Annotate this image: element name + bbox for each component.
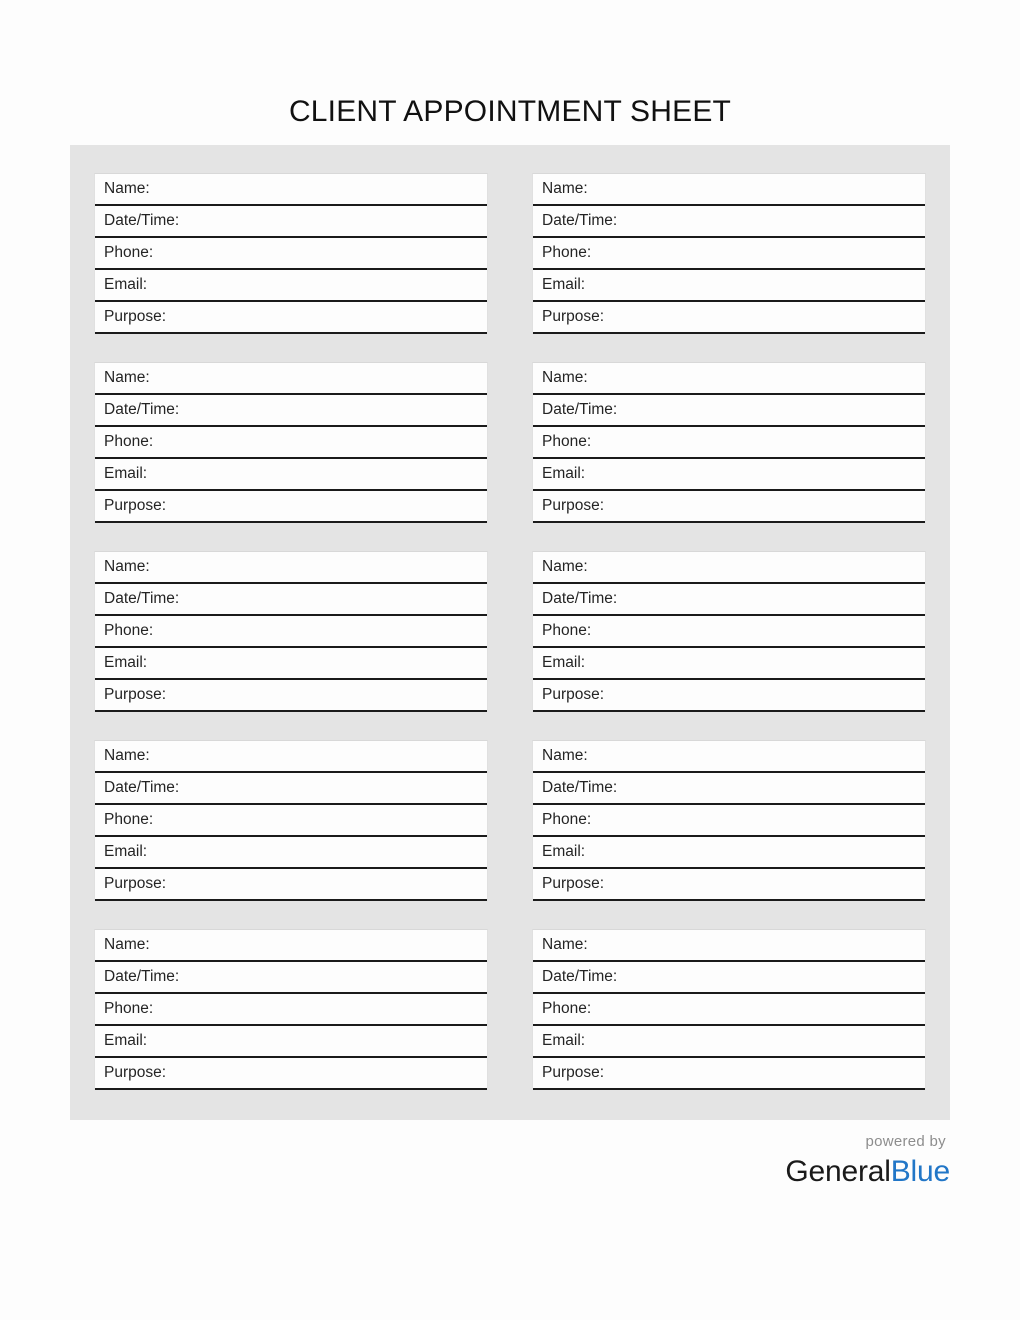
field-label-phone: Phone: [542, 811, 592, 828]
field-label-purpose: Purpose: [104, 875, 167, 892]
field-row-name[interactable] [95, 741, 487, 773]
appointment-block [94, 740, 488, 901]
field-row-phone[interactable] [533, 238, 925, 270]
field-row-email[interactable] [95, 270, 487, 302]
field-label-email: Email: [104, 1032, 148, 1049]
field-label-purpose: Purpose: [542, 308, 605, 325]
field-row-name[interactable] [533, 552, 925, 584]
field-row-phone[interactable] [533, 994, 925, 1026]
field-label-datetime: Date/Time: [542, 401, 618, 418]
field-row-purpose[interactable] [95, 1058, 487, 1090]
appointment-block [94, 551, 488, 712]
field-row-name[interactable] [533, 363, 925, 395]
field-label-name: Name: [542, 747, 588, 764]
field-row-phone[interactable] [533, 427, 925, 459]
field-row-email[interactable] [95, 1026, 487, 1058]
field-label-datetime: Date/Time: [542, 968, 618, 985]
field-row-datetime[interactable] [95, 584, 487, 616]
field-label-purpose: Purpose: [104, 1064, 167, 1081]
field-label-email: Email: [104, 654, 148, 671]
field-label-name: Name: [542, 369, 588, 386]
field-label-name: Name: [104, 936, 150, 953]
field-label-email: Email: [542, 465, 586, 482]
field-label-phone: Phone: [104, 433, 154, 450]
field-label-name: Name: [542, 180, 588, 197]
field-label-phone: Phone: [542, 433, 592, 450]
field-label-name: Name: [542, 936, 588, 953]
field-label-datetime: Date/Time: [542, 779, 618, 796]
appointments-columns [94, 173, 926, 1090]
field-label-name: Name: [104, 180, 150, 197]
footer-branding [690, 1132, 950, 1190]
appointments-panel [70, 145, 950, 1120]
field-label-purpose: Purpose: [542, 497, 605, 514]
field-row-phone[interactable] [95, 238, 487, 270]
field-label-datetime: Date/Time: [104, 968, 180, 985]
field-row-email[interactable] [533, 648, 925, 680]
field-row-purpose[interactable] [533, 869, 925, 901]
field-row-purpose[interactable] [533, 680, 925, 712]
field-row-email[interactable] [95, 837, 487, 869]
field-label-purpose: Purpose: [542, 686, 605, 703]
field-row-purpose[interactable] [95, 302, 487, 334]
field-row-phone[interactable] [533, 616, 925, 648]
field-row-purpose[interactable] [95, 491, 487, 523]
field-row-datetime[interactable] [533, 584, 925, 616]
field-label-purpose: Purpose: [104, 686, 167, 703]
appointment-block [532, 173, 926, 334]
left-column [94, 173, 488, 1090]
field-row-phone[interactable] [95, 427, 487, 459]
field-label-email: Email: [104, 465, 148, 482]
field-row-purpose[interactable] [533, 302, 925, 334]
powered-by-label: powered by [865, 1133, 946, 1150]
field-label-datetime: Date/Time: [104, 401, 180, 418]
field-row-purpose[interactable] [95, 680, 487, 712]
field-row-phone[interactable] [533, 805, 925, 837]
appointment-block [532, 362, 926, 523]
field-row-email[interactable] [95, 459, 487, 491]
field-row-purpose[interactable] [95, 869, 487, 901]
field-row-email[interactable] [533, 837, 925, 869]
field-label-purpose: Purpose: [104, 308, 167, 325]
field-row-email[interactable] [533, 270, 925, 302]
field-label-datetime: Date/Time: [104, 779, 180, 796]
field-label-phone: Phone: [104, 811, 154, 828]
field-row-name[interactable] [95, 930, 487, 962]
field-row-purpose[interactable] [533, 491, 925, 523]
field-row-name[interactable] [95, 363, 487, 395]
field-row-datetime[interactable] [533, 962, 925, 994]
field-row-datetime[interactable] [95, 395, 487, 427]
field-label-email: Email: [542, 1032, 586, 1049]
field-label-datetime: Date/Time: [104, 590, 180, 607]
field-label-email: Email: [542, 843, 586, 860]
field-row-email[interactable] [533, 459, 925, 491]
field-row-name[interactable] [533, 930, 925, 962]
field-row-phone[interactable] [95, 805, 487, 837]
brand-name-general: General [785, 1155, 891, 1188]
field-label-datetime: Date/Time: [104, 212, 180, 229]
field-label-email: Email: [542, 276, 586, 293]
field-row-datetime[interactable] [533, 206, 925, 238]
field-row-email[interactable] [533, 1026, 925, 1058]
field-label-name: Name: [104, 747, 150, 764]
field-row-name[interactable] [533, 741, 925, 773]
field-label-datetime: Date/Time: [542, 212, 618, 229]
field-label-phone: Phone: [542, 244, 592, 261]
field-row-name[interactable] [533, 174, 925, 206]
field-label-purpose: Purpose: [542, 1064, 605, 1081]
field-label-phone: Phone: [104, 1000, 154, 1017]
page-title: CLIENT APPOINTMENT SHEET [288, 95, 732, 128]
field-label-email: Email: [104, 276, 148, 293]
field-row-datetime[interactable] [95, 773, 487, 805]
field-row-name[interactable] [95, 174, 487, 206]
field-label-phone: Phone: [542, 1000, 592, 1017]
field-row-datetime[interactable] [533, 773, 925, 805]
appointment-block [532, 929, 926, 1090]
field-label-purpose: Purpose: [104, 497, 167, 514]
appointment-block [532, 551, 926, 712]
field-label-email: Email: [104, 843, 148, 860]
field-row-datetime[interactable] [95, 206, 487, 238]
field-row-phone[interactable] [95, 994, 487, 1026]
field-label-email: Email: [542, 654, 586, 671]
brand-name-blue: Blue [890, 1155, 950, 1188]
field-row-name[interactable] [95, 552, 487, 584]
field-label-purpose: Purpose: [542, 875, 605, 892]
field-label-name: Name: [104, 558, 150, 575]
appointment-block [94, 362, 488, 523]
field-label-name: Name: [104, 369, 150, 386]
right-column [532, 173, 926, 1090]
field-label-phone: Phone: [104, 244, 154, 261]
field-label-datetime: Date/Time: [542, 590, 618, 607]
appointment-block [532, 740, 926, 901]
field-label-name: Name: [542, 558, 588, 575]
field-label-phone: Phone: [542, 622, 592, 639]
field-row-email[interactable] [95, 648, 487, 680]
generalblue-logo [690, 1154, 950, 1190]
field-row-datetime[interactable] [533, 395, 925, 427]
field-row-phone[interactable] [95, 616, 487, 648]
field-row-datetime[interactable] [95, 962, 487, 994]
field-row-purpose[interactable] [533, 1058, 925, 1090]
appointment-block [94, 929, 488, 1090]
appointment-block [94, 173, 488, 334]
field-label-phone: Phone: [104, 622, 154, 639]
